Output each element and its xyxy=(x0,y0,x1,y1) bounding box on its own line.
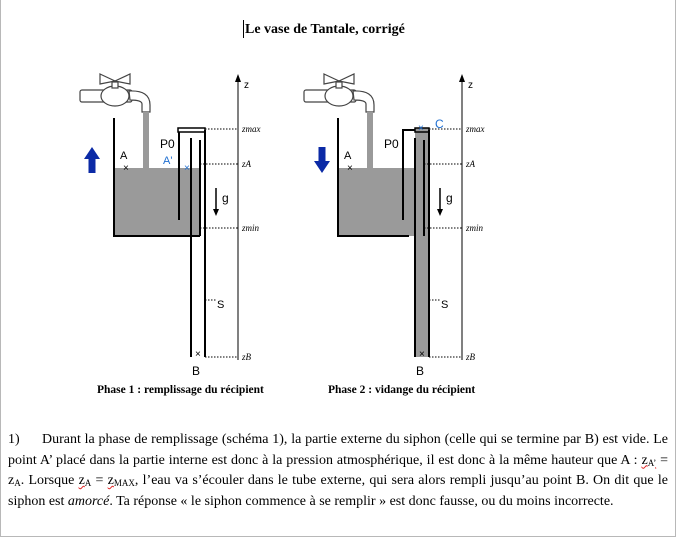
caption-phase1: Phase 1 : remplissage du récipient xyxy=(97,384,264,396)
siphon-figure xyxy=(70,60,500,380)
gravity-arrow xyxy=(437,188,443,216)
label-B: B xyxy=(416,364,425,378)
gravity-arrow xyxy=(213,188,219,216)
label-S: S xyxy=(441,299,449,311)
label-zmax: zmax xyxy=(466,124,485,134)
z-axis xyxy=(235,74,241,360)
phase1-diagram xyxy=(80,74,261,378)
var-zA-prime: zA’ xyxy=(641,452,657,468)
label-zA: zA xyxy=(466,159,475,169)
text-cursor xyxy=(243,20,244,38)
label-zmax: zmax xyxy=(242,124,261,134)
item-number: 1) xyxy=(8,432,20,447)
var-zA-2: zA xyxy=(78,473,92,488)
axis-label-z: z xyxy=(468,80,473,91)
var-zMAX: zMAX xyxy=(107,473,135,488)
text-run-1: Durant la phase de remplissage (schéma 1), la partie externe du siphon (celle qui se termine par B) est vide. Le point A’ placé dans la partie interne est donc à la pression atmosphérique, il est donc à la même hauteur que A : xyxy=(8,432,668,468)
mark-B: × xyxy=(419,349,425,360)
mark-A-prime: × xyxy=(184,163,190,174)
label-A: A xyxy=(344,150,352,162)
caption-phase2: Phase 2 : vidange du récipient xyxy=(328,384,476,396)
text-run-4: . Ta réponse « le siphon commence à se remplir » est donc fausse, ou du moins incorrecte. xyxy=(109,493,614,509)
z-axis xyxy=(459,74,465,360)
label-B: B xyxy=(192,364,201,378)
document-title: Le vase de Tantale, corrigé xyxy=(245,22,405,37)
faucet-icon xyxy=(80,74,150,112)
siphon-tube-filled xyxy=(403,128,429,357)
mark-A: × xyxy=(347,163,353,174)
siphon-tube xyxy=(178,128,205,357)
mark-A: × xyxy=(123,163,129,174)
mark-B: × xyxy=(195,349,201,360)
label-C: C xyxy=(435,117,444,131)
phase2-diagram xyxy=(304,74,485,378)
label-P0: P0 xyxy=(160,137,175,151)
label-g: g xyxy=(222,191,229,205)
label-g: g xyxy=(446,191,453,205)
label-S: S xyxy=(217,299,225,311)
water-body xyxy=(338,168,424,236)
label-zB: zB xyxy=(466,352,475,362)
label-A-prime: A' xyxy=(163,155,173,167)
water-stream xyxy=(367,112,373,168)
axis-label-z: z xyxy=(244,80,249,91)
emphasis-amorce: amorcé xyxy=(67,493,110,509)
label-zmin: zmin xyxy=(466,223,484,233)
water-body xyxy=(114,168,200,236)
up-arrow-icon xyxy=(84,147,100,173)
answer-paragraph: 1) Durant la phase de remplissage (schéma 1), la partie externe du siphon (celle qui se termine par B) est vide. Le point A’ placé dans la partie interne est donc à la pression atmosphérique, il est donc à la même hauteur que A : zA’ = zA. Lorsque zA = zMAX, l’eau va s’écouler dans le tube externe, qui sera alors rempli jusqu’au point B. On dit que le siphon est amorcé. Ta réponse « le siphon commence à se remplir » est donc fausse, ou du moins incorrecte. xyxy=(8,432,668,509)
text-run-3: , l’eau va s’écouler dans le tube externe, qui sera alors rempli jusqu’au point B. On dit que le siphon est xyxy=(8,473,668,509)
page-border-left xyxy=(0,0,1,537)
var-zA: zA xyxy=(8,473,21,488)
label-zmin: zmin xyxy=(242,223,260,233)
mark-C: × xyxy=(418,123,424,134)
label-A: A xyxy=(120,150,128,162)
down-arrow-icon xyxy=(314,147,330,173)
text-run-2: . Lorsque xyxy=(20,473,79,488)
label-zA: zA xyxy=(242,159,251,169)
faucet-icon xyxy=(304,74,374,112)
label-zB: zB xyxy=(242,352,251,362)
water-stream xyxy=(143,112,149,168)
label-P0: P0 xyxy=(384,137,399,151)
